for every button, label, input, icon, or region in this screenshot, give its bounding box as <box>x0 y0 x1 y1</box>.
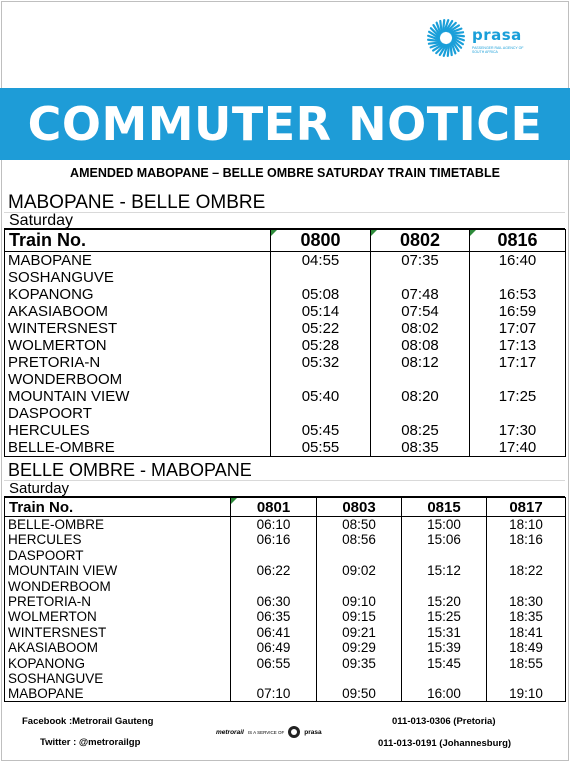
departure-time: 09:02 <box>317 563 402 578</box>
departure-time: 09:10 <box>317 594 402 609</box>
departure-time <box>371 269 470 286</box>
departure-time <box>402 547 487 562</box>
station-name: WONDERBOOM <box>5 371 271 388</box>
prasa-logo-subtext: PASSENGER RAIL AGENCY OF SOUTH AFRICA <box>472 46 524 54</box>
table-row <box>5 371 566 388</box>
departure-time: 06:49 <box>231 640 317 655</box>
departure-time: 06:55 <box>231 656 317 671</box>
departure-time <box>371 371 470 388</box>
table-row <box>5 594 566 609</box>
departure-time: 05:08 <box>271 286 371 303</box>
departure-time: 08:20 <box>371 388 470 405</box>
departure-time <box>317 671 402 686</box>
table-row <box>5 578 566 593</box>
station-name: DASPOORT <box>5 405 271 422</box>
departure-time: 08:25 <box>371 422 470 439</box>
timetable-belle-ombre-mabopane <box>4 460 565 702</box>
table-row <box>5 517 566 533</box>
departure-time: 07:35 <box>371 252 470 270</box>
table-row <box>5 388 566 405</box>
facebook-handle: Facebook :Metrorail Gauteng <box>22 716 154 727</box>
timetable-table <box>4 497 566 702</box>
departure-time <box>487 578 566 593</box>
station-name: PRETORIA-N <box>5 594 231 609</box>
departure-time <box>271 405 371 422</box>
station-name: AKASIABOOM <box>5 303 271 320</box>
table-row <box>5 625 566 640</box>
departure-time: 16:59 <box>470 303 566 320</box>
station-name: HERCULES <box>5 422 271 439</box>
departure-time: 18:22 <box>487 563 566 578</box>
departure-time <box>487 671 566 686</box>
prasa-logo-word: prasa <box>472 26 522 44</box>
table-row <box>5 303 566 320</box>
departure-time: 18:41 <box>487 625 566 640</box>
departure-time <box>317 547 402 562</box>
station-name: DASPOORT <box>5 547 231 562</box>
notice-banner <box>0 88 570 160</box>
departure-time: 05:32 <box>271 354 371 371</box>
departure-time <box>487 547 566 562</box>
departure-time <box>317 578 402 593</box>
departure-time: 06:10 <box>231 517 317 533</box>
departure-time: 15:00 <box>402 517 487 533</box>
train-number: 0817 <box>487 498 566 517</box>
train-number: 0815 <box>402 498 487 517</box>
departure-time <box>271 371 371 388</box>
train-no-label: Train No. <box>5 498 231 517</box>
station-name: BELLE-OMBRE <box>5 439 271 457</box>
departure-time: 08:12 <box>371 354 470 371</box>
table-row <box>5 532 566 547</box>
departure-time <box>402 578 487 593</box>
departure-time: 05:40 <box>271 388 371 405</box>
departure-time: 06:30 <box>231 594 317 609</box>
table-row <box>5 563 566 578</box>
departure-time: 18:35 <box>487 609 566 624</box>
departure-time <box>231 578 317 593</box>
train-number: 0802 <box>371 230 470 252</box>
departure-time <box>271 269 371 286</box>
phone-johannesburg: 011-013-0191 (Johannesburg) <box>378 738 512 749</box>
departure-time: 17:13 <box>470 337 566 354</box>
departure-time: 04:55 <box>271 252 371 270</box>
train-number: 0800 <box>271 230 371 252</box>
departure-time <box>402 671 487 686</box>
departure-time: 05:45 <box>271 422 371 439</box>
table-row <box>5 671 566 686</box>
departure-time: 18:30 <box>487 594 566 609</box>
train-number: 0801 <box>231 498 317 517</box>
station-name: MABOPANE <box>5 686 231 702</box>
metrorail-wordmark: metrorail <box>216 728 244 736</box>
station-name: KOPANONG <box>5 656 231 671</box>
table-row <box>5 320 566 337</box>
departure-time: 08:50 <box>317 517 402 533</box>
table-row <box>5 337 566 354</box>
departure-time: 15:25 <box>402 609 487 624</box>
departure-time: 08:35 <box>371 439 470 457</box>
timetable-title: MABOPANE - BELLE OMBRE <box>4 193 565 213</box>
departure-time: 17:30 <box>470 422 566 439</box>
departure-time: 09:50 <box>317 686 402 702</box>
departure-time: 18:10 <box>487 517 566 533</box>
station-name: SOSHANGUVE <box>5 671 231 686</box>
timetable-day: Saturday <box>4 213 565 229</box>
service-of-text: IS A SERVICE OF <box>247 729 285 735</box>
station-name: BELLE-OMBRE <box>5 517 231 533</box>
departure-time: 08:02 <box>371 320 470 337</box>
table-row <box>5 640 566 655</box>
departure-time: 16:40 <box>470 252 566 270</box>
departure-time: 05:14 <box>271 303 371 320</box>
station-name: WONDERBOOM <box>5 578 231 593</box>
table-header-row <box>5 498 566 517</box>
departure-time: 18:49 <box>487 640 566 655</box>
timetable-mabopane-belle-ombre <box>4 193 565 457</box>
departure-time: 15:31 <box>402 625 487 640</box>
departure-time: 08:08 <box>371 337 470 354</box>
prasa-circle-icon <box>288 726 300 738</box>
departure-time: 07:48 <box>371 286 470 303</box>
departure-time: 06:22 <box>231 563 317 578</box>
prasa-logo <box>426 18 536 63</box>
departure-time: 09:21 <box>317 625 402 640</box>
timetable-table <box>4 229 566 457</box>
departure-time <box>470 371 566 388</box>
station-name: MOUNTAIN VIEW <box>5 388 271 405</box>
table-row <box>5 547 566 562</box>
departure-time: 09:15 <box>317 609 402 624</box>
departure-time: 17:07 <box>470 320 566 337</box>
departure-time: 06:16 <box>231 532 317 547</box>
table-row <box>5 405 566 422</box>
phone-pretoria: 011-013-0306 (Pretoria) <box>392 716 496 727</box>
departure-time: 17:17 <box>470 354 566 371</box>
prasa-wordmark: prasa <box>304 728 322 736</box>
train-number: 0803 <box>317 498 402 517</box>
departure-time <box>470 405 566 422</box>
departure-time <box>371 405 470 422</box>
table-row <box>5 252 566 270</box>
station-name: AKASIABOOM <box>5 640 231 655</box>
departure-time <box>470 269 566 286</box>
prasa-logo-mark-icon <box>426 18 466 58</box>
table-row <box>5 269 566 286</box>
departure-time: 18:16 <box>487 532 566 547</box>
departure-time: 08:56 <box>317 532 402 547</box>
train-no-label: Train No. <box>5 230 271 252</box>
departure-time: 07:54 <box>371 303 470 320</box>
departure-time: 07:10 <box>231 686 317 702</box>
departure-time: 06:35 <box>231 609 317 624</box>
departure-time: 05:22 <box>271 320 371 337</box>
station-name: PRETORIA-N <box>5 354 271 371</box>
departure-time: 17:25 <box>470 388 566 405</box>
departure-time: 18:55 <box>487 656 566 671</box>
table-row <box>5 609 566 624</box>
timetable-subtitle: AMENDED MABOPANE – BELLE OMBRE SATURDAY TRAIN TIMETABLE <box>70 166 500 180</box>
departure-time: 09:35 <box>317 656 402 671</box>
train-number: 0816 <box>470 230 566 252</box>
twitter-handle: Twitter : @metrorailgp <box>40 737 141 748</box>
departure-time: 15:20 <box>402 594 487 609</box>
metrorail-brand <box>216 726 322 738</box>
table-row <box>5 286 566 303</box>
timetable-title: BELLE OMBRE - MABOPANE <box>4 460 565 481</box>
departure-time: 16:00 <box>402 686 487 702</box>
table-row <box>5 354 566 371</box>
departure-time <box>231 547 317 562</box>
table-header-row <box>5 230 566 252</box>
departure-time: 05:28 <box>271 337 371 354</box>
station-name: MOUNTAIN VIEW <box>5 563 231 578</box>
station-name: WINTERSNEST <box>5 625 231 640</box>
departure-time: 17:40 <box>470 439 566 457</box>
station-name: HERCULES <box>5 532 231 547</box>
station-name: SOSHANGUVE <box>5 269 271 286</box>
station-name: WOLMERTON <box>5 337 271 354</box>
departure-time: 15:45 <box>402 656 487 671</box>
banner-title: COMMUTER NOTICE <box>27 97 543 151</box>
departure-time: 06:41 <box>231 625 317 640</box>
table-row <box>5 686 566 702</box>
station-name: WINTERSNEST <box>5 320 271 337</box>
footer <box>0 706 570 762</box>
departure-time <box>231 671 317 686</box>
departure-time: 09:29 <box>317 640 402 655</box>
table-row <box>5 439 566 457</box>
departure-time: 15:06 <box>402 532 487 547</box>
station-name: KOPANONG <box>5 286 271 303</box>
departure-time: 16:53 <box>470 286 566 303</box>
departure-time: 05:55 <box>271 439 371 457</box>
departure-time: 15:12 <box>402 563 487 578</box>
table-row <box>5 422 566 439</box>
departure-time: 15:39 <box>402 640 487 655</box>
table-row <box>5 656 566 671</box>
timetable-day: Saturday <box>4 481 565 497</box>
station-name: WOLMERTON <box>5 609 231 624</box>
departure-time: 19:10 <box>487 686 566 702</box>
station-name: MABOPANE <box>5 252 271 270</box>
